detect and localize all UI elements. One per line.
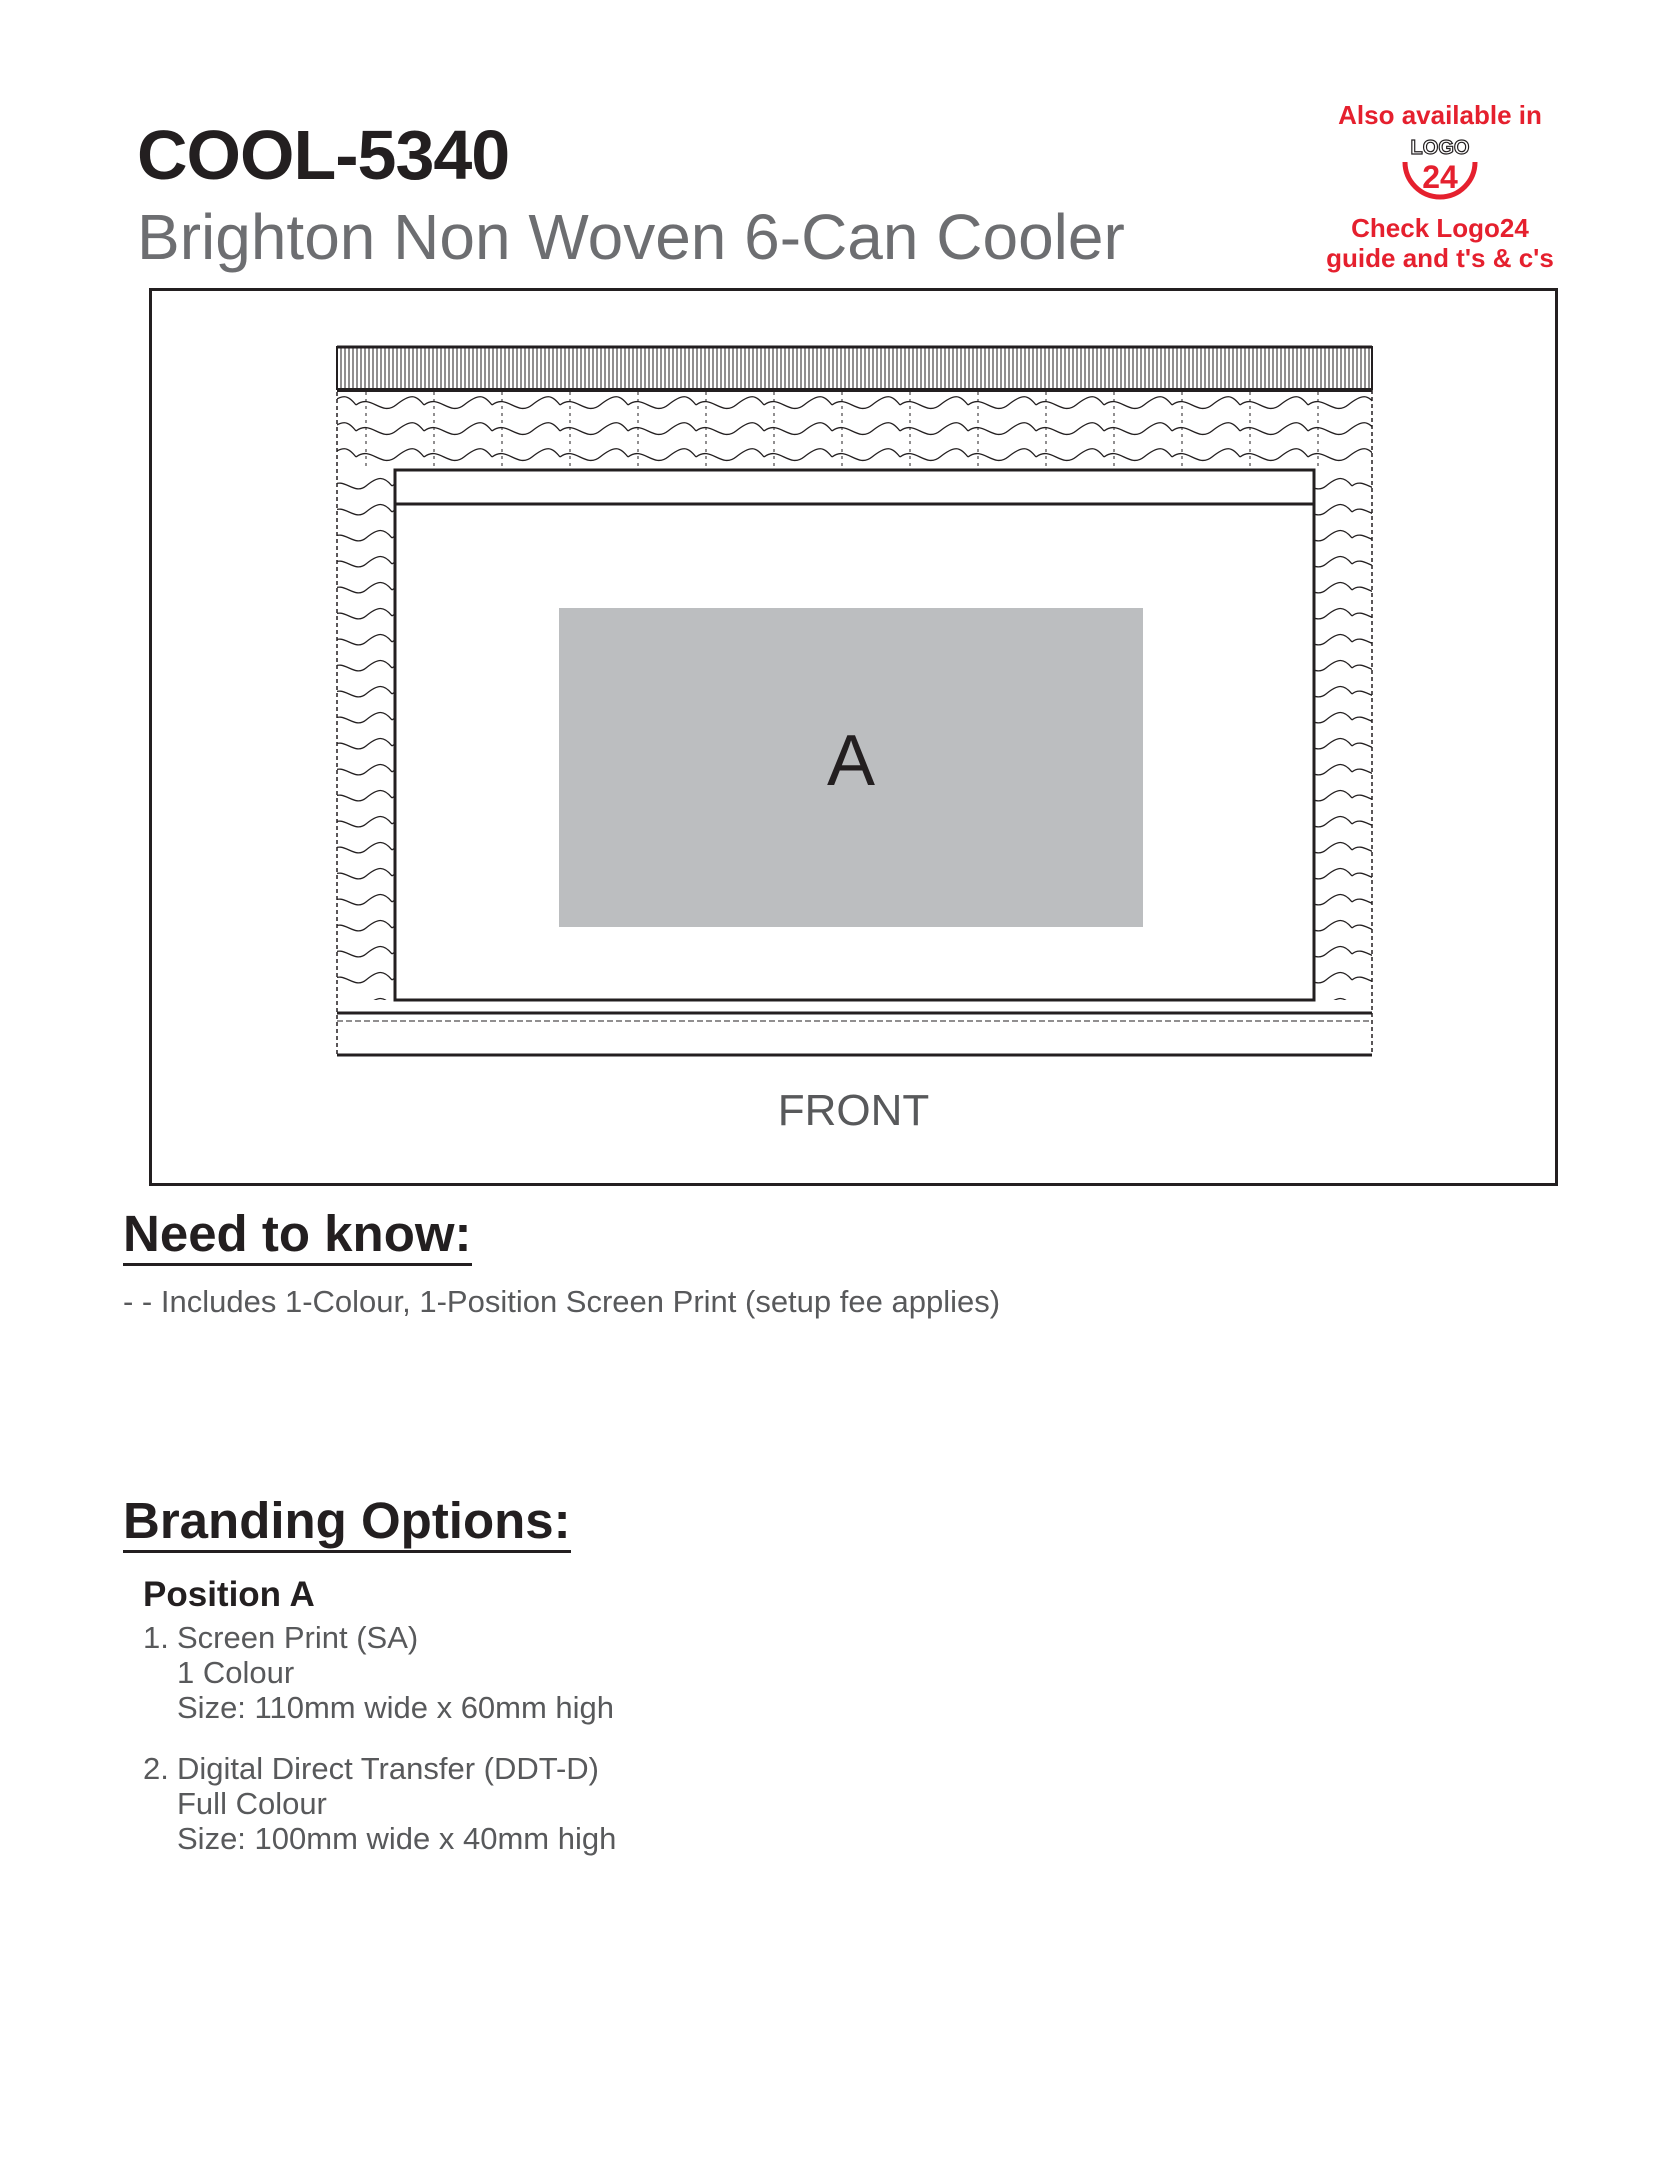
product-name: Brighton Non Woven 6-Can Cooler (137, 201, 1125, 273)
logo24-logo-text: LOGO (1410, 137, 1470, 159)
quilted-right-panel (1314, 470, 1372, 1000)
branding-option (143, 1620, 616, 1725)
option-method: Screen Print (SA) (177, 1620, 419, 1655)
product-drawing-frame (149, 288, 1558, 1186)
logo24-number-text: 24 (1422, 159, 1458, 195)
quilted-top-panel (337, 390, 1372, 470)
option-number: 1. (143, 1620, 169, 1655)
option-method: Digital Direct Transfer (DDT-D) (177, 1751, 599, 1786)
zipper-band (337, 347, 1372, 389)
quilted-left-panel (337, 470, 395, 1000)
logo24-icon (1395, 132, 1485, 208)
list-item: - - Includes 1-Colour, 1-Position Screen Print (setup fee applies) (123, 1284, 1001, 1319)
logo24-available-text: Also available in (1338, 100, 1542, 130)
option-colour: Full Colour (177, 1786, 327, 1821)
logo24-check-text: Check Logo24 (1351, 213, 1529, 243)
option-size: Size: 100mm wide x 40mm high (177, 1821, 617, 1856)
option-colour: 1 Colour (177, 1655, 295, 1690)
position-title: Position A (143, 1575, 315, 1614)
branding-option (143, 1751, 616, 1856)
product-code: COOL-5340 (137, 116, 510, 194)
branding-options-list (143, 1620, 616, 1882)
need-to-know-heading: Need to know: (123, 1208, 472, 1266)
print-area-label: A (826, 721, 876, 801)
branding-options-heading: Branding Options: (123, 1495, 571, 1553)
logo24-terms-text: guide and t's & c's (1326, 243, 1554, 273)
logo24-badge (1295, 100, 1585, 280)
need-to-know-list (123, 1282, 1000, 1322)
view-label: FRONT (777, 1086, 930, 1135)
option-size: Size: 110mm wide x 60mm high (177, 1690, 615, 1725)
option-number: 2. (143, 1751, 169, 1786)
cooler-front-drawing (152, 291, 1555, 1183)
